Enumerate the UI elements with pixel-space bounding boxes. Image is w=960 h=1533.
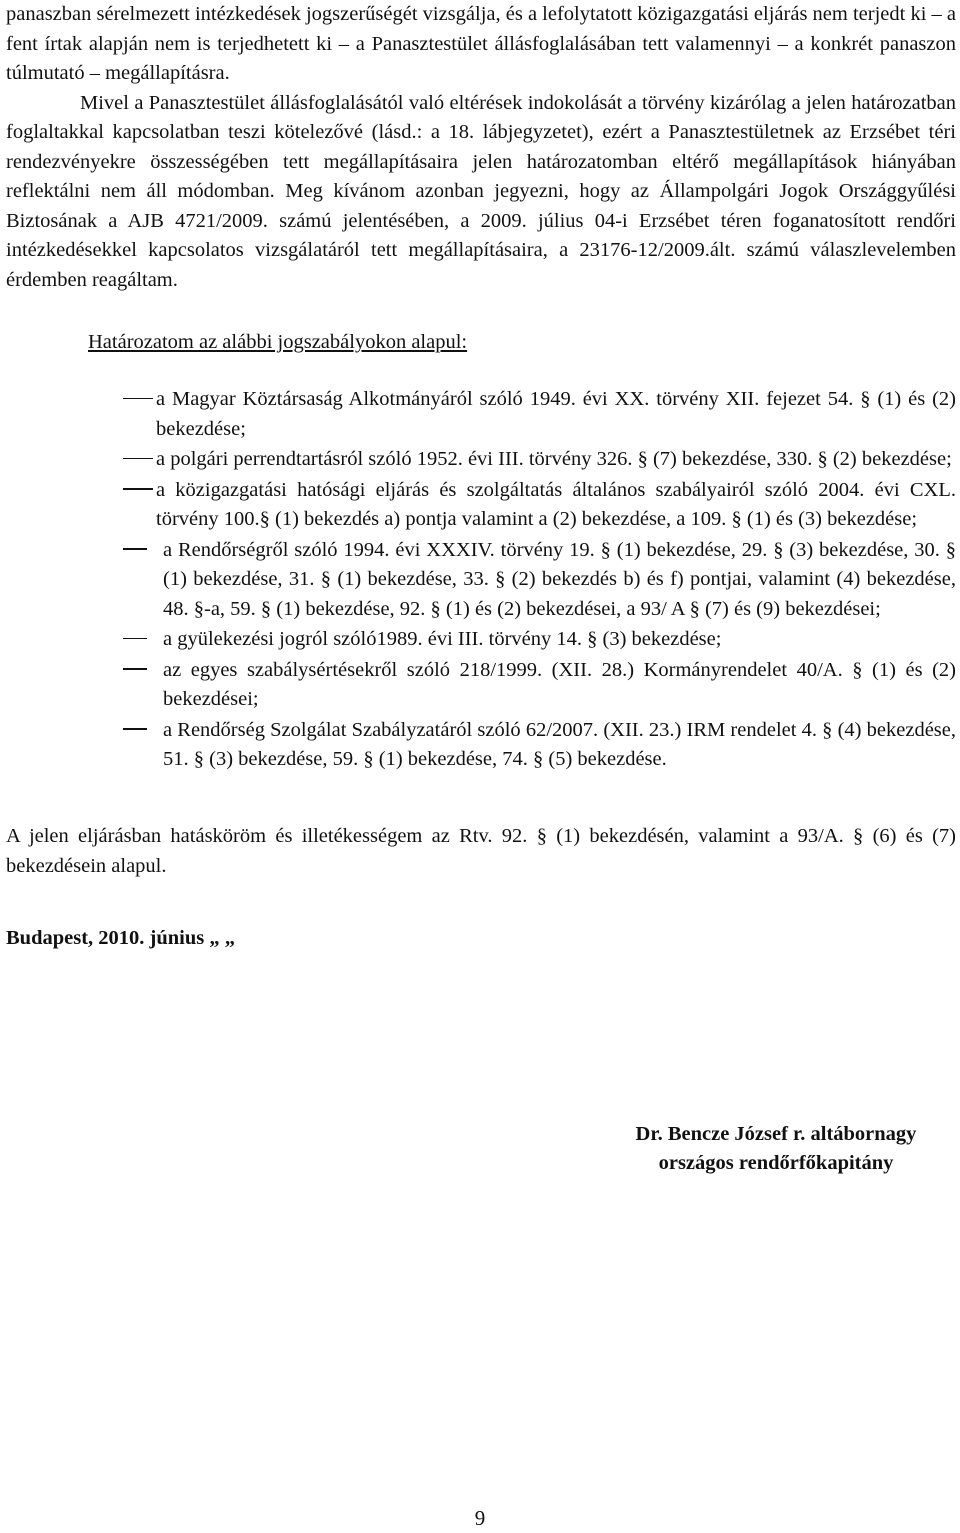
- signature-block: [596, 1120, 956, 1178]
- dash-bullet: [123, 536, 147, 566]
- page-number: 9: [474, 1506, 486, 1530]
- signatory-name: Dr. Bencze József r. altábornagy: [635, 1123, 917, 1145]
- paragraph-2: Mivel a Panasztestület állásfoglalásától való eltérések indokolását a törvény kizárólag a jelen határozatban foglaltakkal kapcsolatban teszi kötelezővé (lásd.: a 18. lábjegyzetet), ezért a Panasztestületnek az Erzsébet téri rendezvényekre összességében tett megállapításaira jelen határozatomban eltérő megállapítások hiányában reflektálni nem áll módomban. Meg kívánom azonban jegyezni, hogy az Állampolgári Jogok Országgyűlési Biztosának a AJB 4721/2009. számú jelentésében, a 2009. július 04-i Erzsébet téren foganatosított rendőri intézkedésekkel kapcsolatos vizsgálatáról tett megállapításaira, a 23176-12/2009.ált. számú válaszlevelemben érdemben reagáltam.: [6, 91, 956, 291]
- list-item: a közigazgatási hatósági eljárás és szolgáltatás általános szabályairól szóló 2004. évi CXL. törvény 100.§ (1) bekezdés a) pontja valamint a (2) bekezdése, a 109. § (1) és (3) bekezdése;: [6, 476, 956, 535]
- dash-bullet: [123, 656, 147, 686]
- list-item: a Rendőrség Szolgálat Szabályzatáról szóló 62/2007. (XII. 23.) IRM rendelet 4. § (4) bekezdése, 51. § (3) bekezdése, 59. § (1) bekezdése, 74. § (5) bekezdése.: [6, 716, 956, 775]
- list-item: a Rendőrségről szóló 1994. évi XXXIV. törvény 19. § (1) bekezdése, 29. § (3) bekezdése, 30. § (1) bekezdése, 31. § (1) bekezdése, 33. § (2) bekezdés b) és f) pontjai, valamint (4) bekezdése, 48. §-a, 59. § (1) bekezdése, 92. § (1) és (2) bekezdései, a 93/ A § (7) és (9) bekezdései;: [6, 536, 956, 625]
- place-and-date: Budapest, 2010. június „ „: [6, 926, 235, 949]
- closing-paragraph: A jelen eljárásban hatásköröm és illetékességem az Rtv. 92. § (1) bekezdésén, valamint a 93/A. § (6) és (7) bekezdésein alapul.: [6, 824, 956, 877]
- list-item: az egyes szabálysértésekről szóló 218/1999. (XII. 28.) Kormányrendelet 40/A. § (1) és (2) bekezdései;: [6, 656, 956, 715]
- dash-bullet: [123, 625, 147, 655]
- list-item: a Magyar Köztársaság Alkotmányáról szóló 1949. évi XX. törvény XII. fejezet 54. § (1) és (2) bekezdése;: [6, 385, 956, 444]
- signatory-title: országos rendőrfőkapitány: [658, 1152, 894, 1174]
- dash-bullet: [123, 476, 153, 506]
- document-page: [6, 0, 956, 973]
- dash-bullet: [123, 445, 153, 475]
- list-item: a gyülekezési jogról szóló1989. évi III. törvény 14. § (3) bekezdése;: [6, 625, 956, 655]
- list-item: a polgári perrendtartásról szóló 1952. évi III. törvény 326. § (7) bekezdése, 330. § (2) bekezdése;: [6, 445, 956, 475]
- legal-basis-list: [6, 385, 956, 775]
- paragraph-1: panaszban sérelmezett intézkedések jogszerűségét vizsgálja, és a lefolytatott közigazgatási eljárás nem terjedt ki – a fent írtak alapján nem is terjedhetett ki – a Panasztestület állásfoglalásában tett valamennyi – a konkrét panaszon túlmutató – megállapításra.: [6, 3, 956, 84]
- dash-bullet: [123, 716, 147, 746]
- dash-bullet: [123, 385, 153, 415]
- legal-basis-heading: Határozatom az alábbi jogszabályokon alapul:: [88, 331, 468, 353]
